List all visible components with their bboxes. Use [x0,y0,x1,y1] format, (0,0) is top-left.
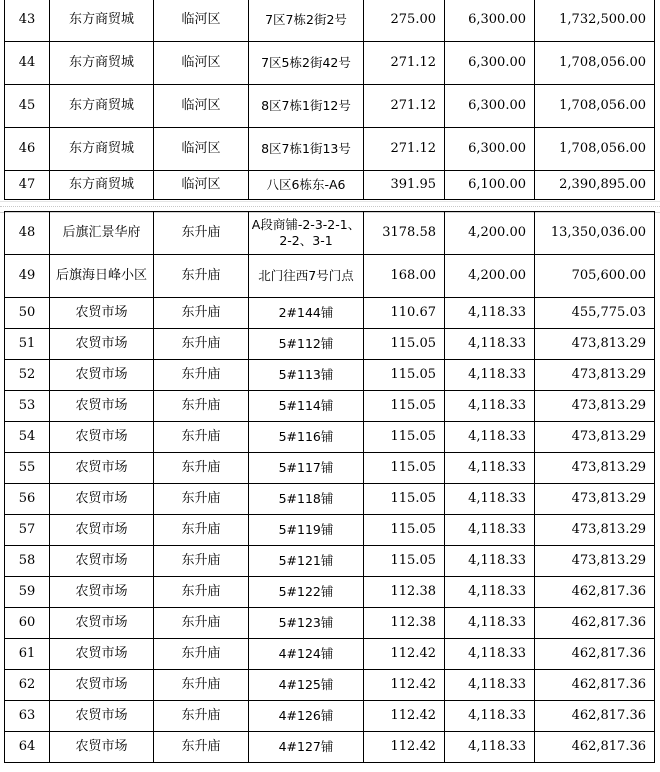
district: 东升庙 [154,422,249,453]
district: 东升庙 [154,360,249,391]
row-number: 58 [5,546,50,577]
shop-location: 5#121铺 [249,546,364,577]
row-number: 56 [5,484,50,515]
market-name: 农贸市场 [50,515,154,546]
total-price: 473,813.29 [535,484,655,515]
area-value: 168.00 [364,255,445,298]
unit-price: 4,118.33 [445,546,535,577]
area-value: 271.12 [364,42,445,85]
unit-price: 4,118.33 [445,701,535,732]
total-price: 473,813.29 [535,422,655,453]
table-row [5,391,655,422]
row-number: 54 [5,422,50,453]
row-number: 60 [5,608,50,639]
shop-location: 八区6栋东-A6 [249,171,364,200]
total-price: 462,817.36 [535,577,655,608]
total-price: 473,813.29 [535,360,655,391]
row-number: 47 [5,171,50,200]
area-value: 115.05 [364,329,445,360]
market-name: 东方商贸城 [50,42,154,85]
area-value: 115.05 [364,453,445,484]
area-value: 275.00 [364,0,445,42]
district: 东升庙 [154,577,249,608]
area-value: 112.42 [364,732,445,763]
row-number: 45 [5,85,50,128]
table-row [5,639,655,670]
market-name: 农贸市场 [50,484,154,515]
row-number: 52 [5,360,50,391]
area-value: 271.12 [364,85,445,128]
total-price: 1,708,056.00 [535,42,655,85]
market-name: 农贸市场 [50,732,154,763]
district: 东升庙 [154,212,249,255]
area-value: 112.42 [364,639,445,670]
row-number: 50 [5,298,50,329]
market-name: 东方商贸城 [50,128,154,171]
area-value: 115.05 [364,484,445,515]
area-value: 115.05 [364,515,445,546]
property-table-top [4,0,655,200]
market-name: 农贸市场 [50,546,154,577]
total-price: 462,817.36 [535,608,655,639]
total-price: 462,817.36 [535,670,655,701]
unit-price: 4,118.33 [445,298,535,329]
unit-price: 4,118.33 [445,453,535,484]
unit-price: 4,118.33 [445,484,535,515]
table-row [5,255,655,298]
area-value: 115.05 [364,546,445,577]
shop-location: 5#112铺 [249,329,364,360]
row-number: 61 [5,639,50,670]
table-row [5,546,655,577]
market-name: 农贸市场 [50,329,154,360]
district: 东升庙 [154,298,249,329]
unit-price: 4,118.33 [445,329,535,360]
area-value: 115.05 [364,391,445,422]
district: 临河区 [154,42,249,85]
unit-price: 4,118.33 [445,422,535,453]
table-row [5,171,655,200]
total-price: 473,813.29 [535,453,655,484]
market-name: 东方商贸城 [50,171,154,200]
market-name: 农贸市场 [50,639,154,670]
market-name: 后旗海日峰小区 [50,255,154,298]
total-price: 1,708,056.00 [535,85,655,128]
row-number: 53 [5,391,50,422]
shop-location: 4#124铺 [249,639,364,670]
unit-price: 4,118.33 [445,732,535,763]
total-price: 1,708,056.00 [535,128,655,171]
shop-location: 5#113铺 [249,360,364,391]
table-row [5,85,655,128]
total-price: 473,813.29 [535,515,655,546]
market-name: 东方商贸城 [50,0,154,42]
table-row [5,422,655,453]
table-row [5,298,655,329]
total-price: 462,817.36 [535,639,655,670]
table-bottom-body [5,212,655,763]
shop-location: 北门往西7号门点 [249,255,364,298]
district: 东升庙 [154,608,249,639]
table-row [5,453,655,484]
shop-location: 5#117铺 [249,453,364,484]
row-number: 57 [5,515,50,546]
table-row [5,515,655,546]
table-row [5,732,655,763]
district: 临河区 [154,85,249,128]
unit-price: 4,118.33 [445,639,535,670]
district: 东升庙 [154,546,249,577]
district: 东升庙 [154,732,249,763]
district: 临河区 [154,128,249,171]
unit-price: 6,300.00 [445,85,535,128]
market-name: 农贸市场 [50,453,154,484]
total-price: 13,350,036.00 [535,212,655,255]
area-value: 112.42 [364,670,445,701]
unit-price: 4,118.33 [445,360,535,391]
area-value: 3178.58 [364,212,445,255]
total-price: 705,600.00 [535,255,655,298]
market-name: 后旗汇景华府 [50,212,154,255]
unit-price: 4,118.33 [445,391,535,422]
shop-location: 5#118铺 [249,484,364,515]
property-table-bottom [4,211,655,763]
shop-location: 5#122铺 [249,577,364,608]
table-row [5,670,655,701]
market-name: 农贸市场 [50,701,154,732]
shop-location: 5#114铺 [249,391,364,422]
area-value: 112.38 [364,608,445,639]
shop-location: 8区7栋1街13号 [249,128,364,171]
row-number: 63 [5,701,50,732]
total-price: 473,813.29 [535,546,655,577]
unit-price: 6,300.00 [445,42,535,85]
market-name: 农贸市场 [50,577,154,608]
unit-price: 4,118.33 [445,670,535,701]
area-value: 271.12 [364,128,445,171]
total-price: 473,813.29 [535,329,655,360]
market-name: 农贸市场 [50,360,154,391]
shop-location: 5#123铺 [249,608,364,639]
district: 临河区 [154,171,249,200]
unit-price: 6,300.00 [445,128,535,171]
area-value: 391.95 [364,171,445,200]
table-row [5,212,655,255]
area-value: 115.05 [364,360,445,391]
shop-location: 4#127铺 [249,732,364,763]
area-value: 115.05 [364,422,445,453]
table-row [5,608,655,639]
unit-price: 6,300.00 [445,0,535,42]
table-row [5,329,655,360]
shop-location: 4#126铺 [249,701,364,732]
market-name: 农贸市场 [50,670,154,701]
row-number: 59 [5,577,50,608]
district: 东升庙 [154,639,249,670]
unit-price: 4,118.33 [445,577,535,608]
area-value: 112.42 [364,701,445,732]
district: 东升庙 [154,453,249,484]
shop-location: 5#119铺 [249,515,364,546]
total-price: 462,817.36 [535,701,655,732]
area-value: 110.67 [364,298,445,329]
district: 东升庙 [154,515,249,546]
row-number: 43 [5,0,50,42]
area-value: 112.38 [364,577,445,608]
shop-location: 2#144铺 [249,298,364,329]
total-price: 455,775.03 [535,298,655,329]
shop-location: 5#116铺 [249,422,364,453]
market-name: 农贸市场 [50,391,154,422]
shop-location: 4#125铺 [249,670,364,701]
unit-price: 6,100.00 [445,171,535,200]
market-name: 农贸市场 [50,608,154,639]
row-number: 55 [5,453,50,484]
row-number: 51 [5,329,50,360]
table-row [5,484,655,515]
table-row [5,42,655,85]
market-name: 农贸市场 [50,422,154,453]
row-number: 44 [5,42,50,85]
total-price: 1,732,500.00 [535,0,655,42]
table-top-body [5,0,655,200]
market-name: 东方商贸城 [50,85,154,128]
shop-location: 7区5栋2街42号 [249,42,364,85]
unit-price: 4,200.00 [445,212,535,255]
table-row [5,701,655,732]
table-row [5,360,655,391]
table-row [5,0,655,42]
row-number: 46 [5,128,50,171]
district: 东升庙 [154,255,249,298]
district: 东升庙 [154,701,249,732]
unit-price: 4,118.33 [445,515,535,546]
district: 东升庙 [154,391,249,422]
row-number: 49 [5,255,50,298]
unit-price: 4,118.33 [445,608,535,639]
shop-location: 7区7栋2街2号 [249,0,364,42]
table-row [5,128,655,171]
row-number: 48 [5,212,50,255]
shop-location: 8区7栋1街12号 [249,85,364,128]
total-price: 462,817.36 [535,732,655,763]
district: 东升庙 [154,670,249,701]
district: 东升庙 [154,484,249,515]
district: 临河区 [154,0,249,42]
table-row [5,577,655,608]
district: 东升庙 [154,329,249,360]
shop-location: A段商铺-2-3-2-1、2-2、3-1 [249,212,364,255]
total-price: 2,390,895.00 [535,171,655,200]
market-name: 农贸市场 [50,298,154,329]
row-number: 62 [5,670,50,701]
unit-price: 4,200.00 [445,255,535,298]
total-price: 473,813.29 [535,391,655,422]
row-number: 64 [5,732,50,763]
